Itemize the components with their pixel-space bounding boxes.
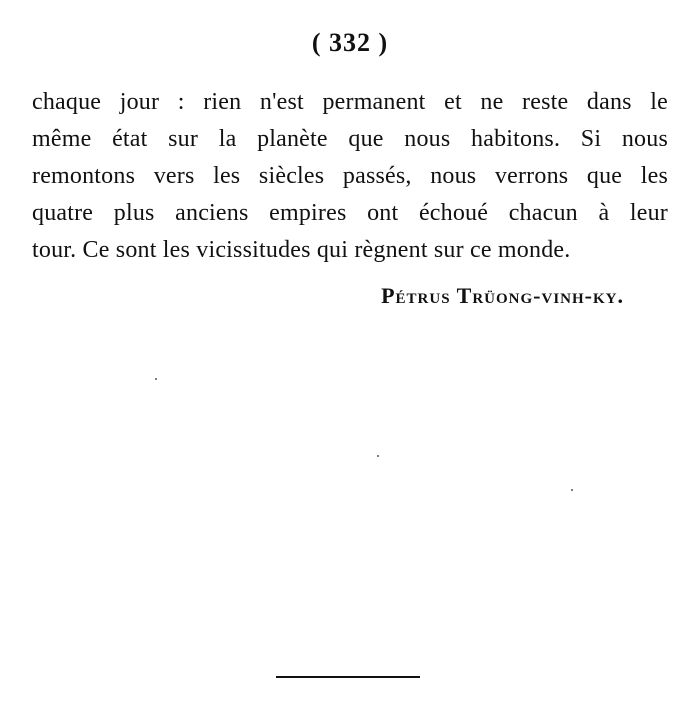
print-speck xyxy=(377,455,379,457)
print-speck xyxy=(571,489,573,491)
text-line: quatre plus anciens empires ont échoué chacun à leur xyxy=(32,200,668,226)
text-line: remontons vers les siècles passés, nous verrons que les xyxy=(32,163,668,189)
end-divider-rule xyxy=(276,676,420,678)
text-line: même état sur la planète que nous habitons. Si nous xyxy=(32,126,668,152)
text-line: chaque jour : rien n'est permanent et ne reste dans le xyxy=(32,89,668,115)
body-paragraph xyxy=(32,84,668,269)
print-speck xyxy=(155,378,157,380)
author-signature: Pétrus Trüong-vinh-ky. xyxy=(381,283,624,308)
page-number: ( 332 ) xyxy=(311,28,389,57)
text-line: tour. Ce sont les vicissitudes qui règnent sur ce monde. xyxy=(32,237,571,263)
